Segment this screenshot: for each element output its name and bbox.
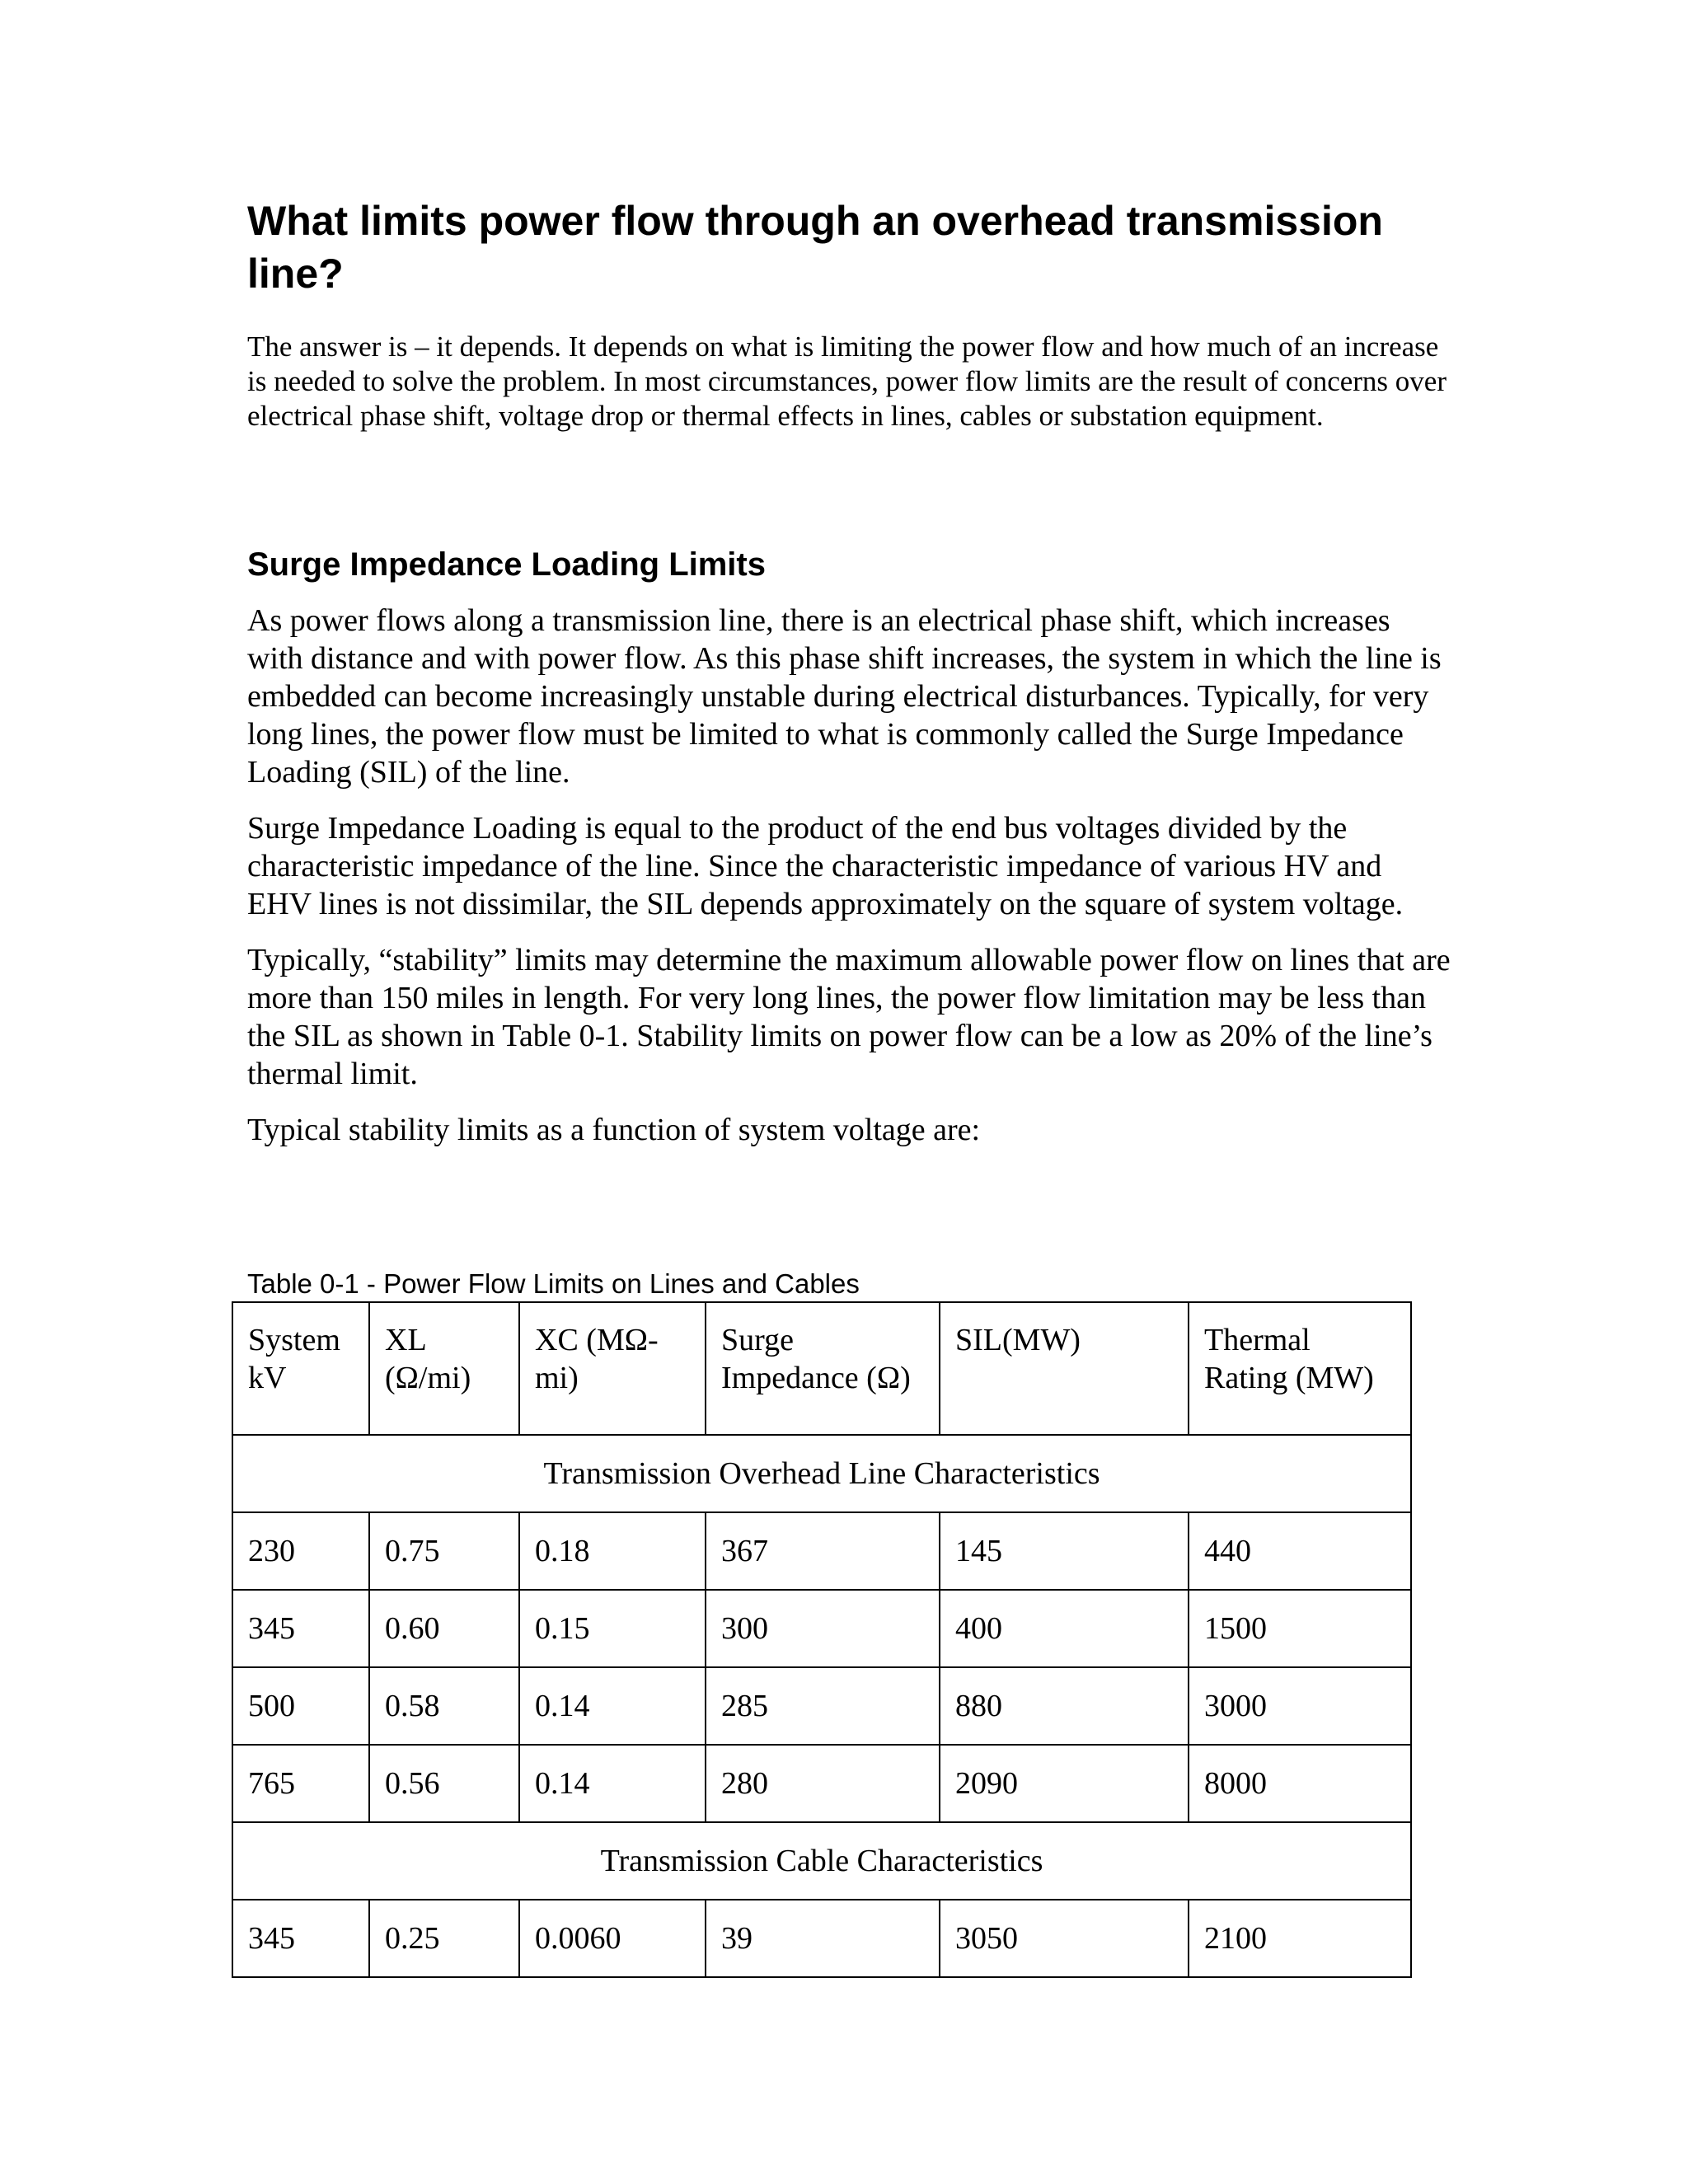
table-cell: 345 bbox=[232, 1590, 369, 1667]
table-cell: 0.18 bbox=[519, 1512, 706, 1590]
table-cell: 345 bbox=[232, 1900, 369, 1977]
header-cell: Surge Impedance (Ω) bbox=[706, 1302, 940, 1435]
table-group-row bbox=[232, 1822, 1411, 1900]
header-cell: XC (MΩ-mi) bbox=[519, 1302, 706, 1435]
table-cell: 0.25 bbox=[369, 1900, 519, 1977]
header-cell: SIL(MW) bbox=[940, 1302, 1189, 1435]
table-cell: 367 bbox=[706, 1512, 940, 1590]
body-paragraph: Typical stability limits as a function of system voltage are: bbox=[247, 1113, 981, 1147]
table-cell: 1500 bbox=[1189, 1590, 1411, 1667]
group-label-cable: Transmission Cable Characteristics bbox=[232, 1822, 1411, 1900]
header-cell: Thermal Rating (MW) bbox=[1189, 1302, 1411, 1435]
page-title: What limits power flow through an overhead transmission line? bbox=[247, 198, 1383, 297]
table-cell: 0.56 bbox=[369, 1745, 519, 1822]
table-group-row bbox=[232, 1435, 1411, 1512]
table-cell: 0.58 bbox=[369, 1667, 519, 1745]
table-cell: 3000 bbox=[1189, 1667, 1411, 1745]
table-cell: 0.75 bbox=[369, 1512, 519, 1590]
header-cell: System kV bbox=[232, 1302, 369, 1435]
group-label-overhead: Transmission Overhead Line Characteristics bbox=[232, 1435, 1411, 1512]
table-row bbox=[232, 1667, 1411, 1745]
table-row bbox=[232, 1590, 1411, 1667]
table-cell: 2090 bbox=[940, 1745, 1189, 1822]
table-cell: 0.14 bbox=[519, 1745, 706, 1822]
table-cell: 145 bbox=[940, 1512, 1189, 1590]
table-cell: 2100 bbox=[1189, 1900, 1411, 1977]
table-cell: 0.14 bbox=[519, 1667, 706, 1745]
table-cell: 440 bbox=[1189, 1512, 1411, 1590]
table-row bbox=[232, 1900, 1411, 1977]
table-cell: 500 bbox=[232, 1667, 369, 1745]
table-cell: 230 bbox=[232, 1512, 369, 1590]
table-cell: 39 bbox=[706, 1900, 940, 1977]
section-body bbox=[247, 602, 1451, 1167]
section-title: Surge Impedance Loading Limits bbox=[247, 546, 766, 583]
table-header-row bbox=[232, 1302, 1411, 1435]
table-cell: 280 bbox=[706, 1745, 940, 1822]
table-cell: 400 bbox=[940, 1590, 1189, 1667]
body-paragraph: Surge Impedance Loading is equal to the product of the end bus voltages divided by the characteristic impedance of the line. Since the characteristic impedance of various HV and EHV lines is not dissimilar, the SIL depends approximately on the square of system voltage. bbox=[247, 811, 1404, 921]
table-cell: 3050 bbox=[940, 1900, 1189, 1977]
table-cell: 300 bbox=[706, 1590, 940, 1667]
table-row bbox=[232, 1745, 1411, 1822]
table-caption: Table 0-1 - Power Flow Limits on Lines and Cables bbox=[247, 1268, 860, 1299]
table-cell: 8000 bbox=[1189, 1745, 1411, 1822]
intro-paragraph: The answer is – it depends. It depends on what is limiting the power flow and how much of an increase is needed to solve the problem. In most circumstances, power flow limits are the result of concerns over electrical phase shift, voltage drop or thermal effects in lines, cables or substation equipment. bbox=[247, 330, 1447, 432]
table-cell: 0.60 bbox=[369, 1590, 519, 1667]
table-cell: 765 bbox=[232, 1745, 369, 1822]
body-paragraph: As power flows along a transmission line, there is an electrical phase shift, which increases with distance and with power flow. As this phase shift increases, the system in which the line is embedded can become increasingly unstable during electrical disturbances. Typically, for very long lines, the power flow must be limited to what is commonly called the Surge Impedance Loading (SIL) of the line. bbox=[247, 603, 1442, 790]
header-cell: XL (Ω/mi) bbox=[369, 1302, 519, 1435]
table-row bbox=[232, 1512, 1411, 1590]
table-cell: 285 bbox=[706, 1667, 940, 1745]
table-cell: 0.15 bbox=[519, 1590, 706, 1667]
power-flow-table bbox=[232, 1301, 1412, 1978]
body-paragraph: Typically, “stability” limits may determine the maximum allowable power flow on lines that are more than 150 miles in length. For very long lines, the power flow limitation may be less than the SIL as shown in Table 0-1. Stability limits on power flow can be a low as 20% of the line’s thermal limit. bbox=[247, 943, 1451, 1091]
table-cell: 0.0060 bbox=[519, 1900, 706, 1977]
table-cell: 880 bbox=[940, 1667, 1189, 1745]
